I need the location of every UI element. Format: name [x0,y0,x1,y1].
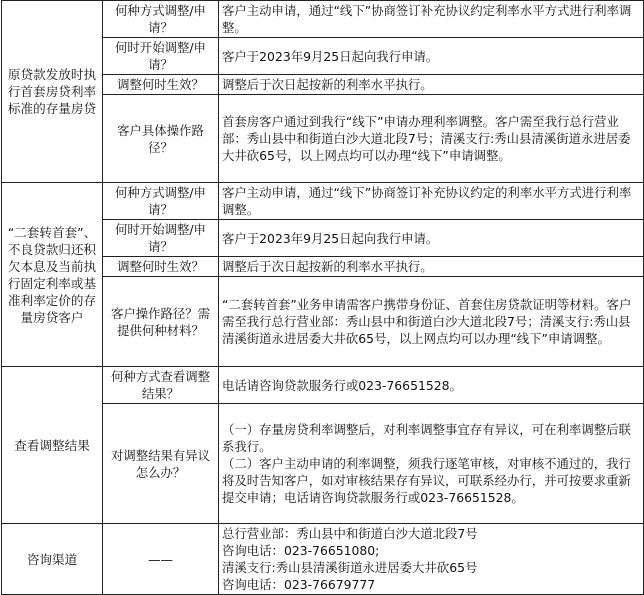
answer-cell [219,1,644,38]
answer-cell [219,404,644,524]
question-cell: 何时开始调整/申请？ [103,38,219,75]
section-title: 原贷款发放时执行首套房贷利率标准的存量房贷 [2,1,103,183]
rate-adjustment-faq-table [1,0,644,595]
question-cell: 何种方式调整/申请？ [103,1,219,38]
answer-cell [219,220,644,257]
answer-cell [219,38,644,75]
answer-text: 客户主动申请，通过“线下”协商签订补充协议约定的利率水平方式进行利率调整。 [222,185,632,217]
answer-cell [219,75,644,95]
table-row [2,1,644,38]
answer-text: 电话请咨询贷款服务行或023-76651528。 [222,377,462,393]
question-cell: 对调整结果有异议怎么办？ [103,404,219,524]
question-cell: 何种方式调整/申请？ [103,183,219,220]
contact-address: 清溪支行:秀山县清溪街道永进居委大井砍65号 [222,560,478,575]
answer-text: 首套房客户通过到我行“线下”申请办理利率调整。客户需至我行总行营业部：秀山县中和街道白沙大道北段7号；清溪支行:秀山县清溪街道永进居委大井砍65号，以上网点均可以办理“线下”申请调整。 [222,114,631,163]
answer-text: 客户于2023年9月25日起向我行申请。 [222,48,439,64]
question-cell: 调整何时生效？ [103,75,219,95]
question-cell: —— [103,524,219,595]
answer-cell [219,367,644,404]
answer-cell [219,277,644,367]
question-cell: 调整何时生效？ [103,257,219,277]
answer-text: 客户主动申请，通过“线下”协商签订补充协议约定利率水平方式进行利率调整。 [222,3,632,35]
answer-text: 调整后于次日起按新的利率水平执行。 [222,77,433,92]
question-cell: 何种方式查看调整结果？ [103,367,219,404]
answer-cell [219,183,644,220]
section-title: “二套转首套”、不良贷款归还积欠本息及当前执行固定利率或基准利率定价的存量房贷客户 [2,183,103,367]
answer-text: “二套转首套”业务申请需客户携带身份证、首套住房贷款证明等材料。客户需至我行总行营业部：秀山县中和街道白沙大道北段7号；清溪支行:秀山县清溪街道永进居委大井砍65号，以上网点均可以办理“线下”申请调整。 [222,297,632,346]
table-row [2,524,644,595]
answer-text: （二）客户主动申请的利率调整，须我行逐笔审核，对审核不通过的，我行将及时告知客户，如对审核结果存有异议，可联系经办行，并可按要求重新提交申请；电话请咨询贷款服务行或023-76651528。 [222,456,631,505]
section-title: 咨询渠道 [2,524,103,595]
question-cell: 客户具体操作路径？ [103,95,219,183]
contact-address: 总行营业部：秀山县中和街道白沙大道北段7号 [222,526,478,541]
question-cell: 客户操作路径？需提供何种材料？ [103,277,219,367]
question-cell: 何时开始调整/申请？ [103,220,219,257]
contact-phone: 咨询电话：023-76679777 [222,577,376,592]
answer-cell [219,95,644,183]
table-row [2,367,644,404]
section-title: 查看调整结果 [2,367,103,524]
contact-phone: 咨询电话：023-76651080; [222,543,380,558]
answer-cell [219,524,644,595]
answer-cell [219,257,644,277]
table-row [2,183,644,220]
answer-text: 调整后于次日起按新的利率水平执行。 [222,259,433,274]
answer-text: （一）存量房贷利率调整后，对利率调整事宜存有异议，可在利率调整后联系我行。 [222,422,631,454]
answer-text: 客户于2023年9月25日起向我行申请。 [222,230,439,246]
